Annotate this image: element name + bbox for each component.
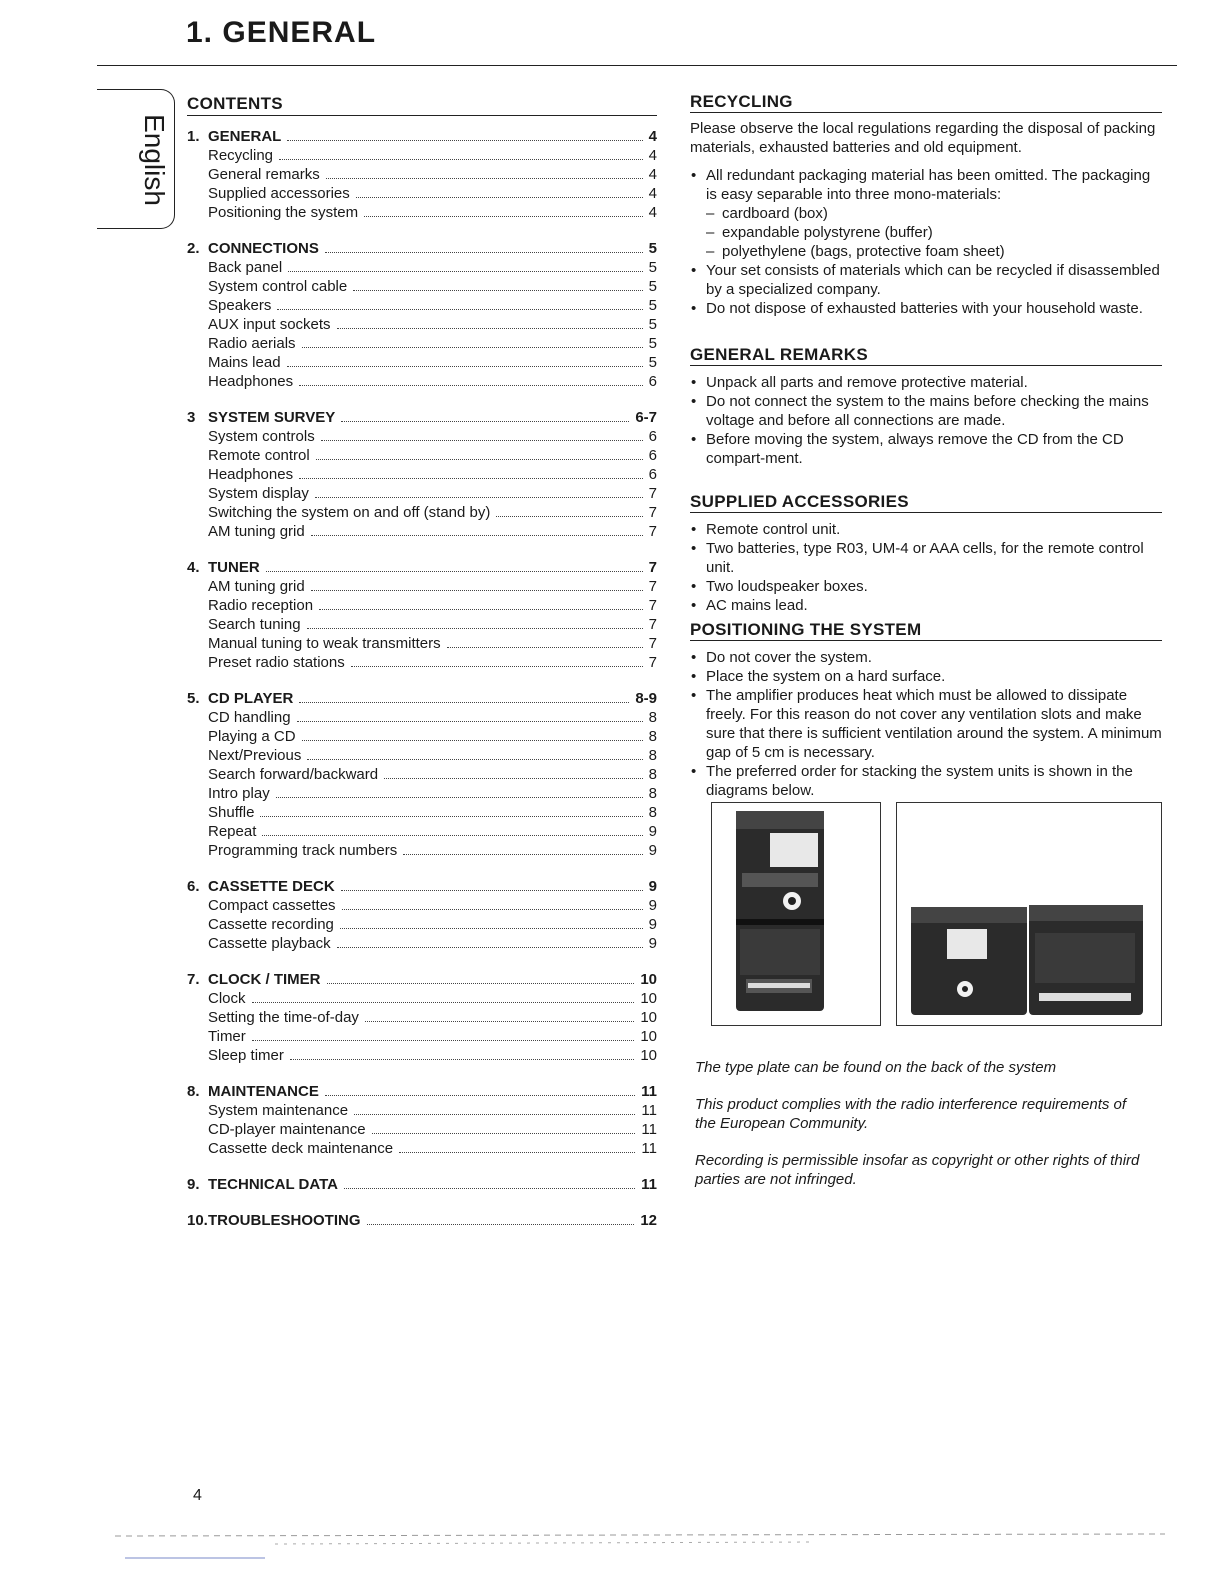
recycling-heading: RECYCLING bbox=[690, 92, 793, 111]
list-item: • Do not cover the system. bbox=[690, 648, 1162, 667]
toc-leader-dots bbox=[353, 290, 642, 291]
toc-entry-title: AM tuning grid bbox=[208, 523, 305, 540]
note-type-plate: The type plate can be found on the back of the system bbox=[695, 1059, 1057, 1076]
toc-leader-dots bbox=[337, 947, 643, 948]
toc-chapter-row bbox=[187, 1082, 657, 1101]
toc-entry-page: 9 bbox=[648, 935, 657, 952]
toc-entry-title: Recycling bbox=[208, 147, 274, 164]
toc-chapter-title: TROUBLESHOOTING bbox=[208, 1212, 361, 1229]
toc-leader-dots bbox=[316, 459, 643, 460]
list-item: • Do not connect the system to the mains before checking the mains voltage and before all connections are made. bbox=[690, 392, 1162, 430]
toc-section bbox=[187, 1082, 657, 1158]
positioning-rule bbox=[690, 640, 1162, 641]
toc-leader-dots bbox=[277, 309, 642, 310]
toc-leader-dots bbox=[367, 1224, 635, 1225]
toc-chapter-row bbox=[187, 689, 657, 708]
toc-entry-page: 8 bbox=[648, 766, 657, 783]
toc-section bbox=[187, 970, 657, 1065]
toc-entry-title: Cassette playback bbox=[208, 935, 331, 952]
scan-artifact bbox=[115, 1530, 1165, 1570]
toc-entry-row bbox=[187, 1101, 657, 1120]
toc-entry-page: 8 bbox=[648, 747, 657, 764]
material-item: – cardboard (box) bbox=[706, 204, 1162, 223]
toc-entry-row bbox=[187, 727, 657, 746]
list-item: • AC mains lead. bbox=[690, 596, 1162, 615]
toc-entry-row bbox=[187, 746, 657, 765]
toc-entry-title: Switching the system on and off (stand by) bbox=[208, 504, 491, 521]
toc-chapter-row bbox=[187, 239, 657, 258]
toc-entry-row bbox=[187, 1120, 657, 1139]
toc-entry-title: AM tuning grid bbox=[208, 578, 305, 595]
toc-entry-row bbox=[187, 615, 657, 634]
toc-entry-page: 9 bbox=[648, 823, 657, 840]
toc-entry-row bbox=[187, 596, 657, 615]
toc-leader-dots bbox=[340, 928, 643, 929]
toc-entry-page: 8 bbox=[648, 804, 657, 821]
note-recording: Recording is permissible insofar as copyright or other rights of third parties are not infringed. bbox=[695, 1152, 1140, 1188]
toc-leader-dots bbox=[307, 628, 643, 629]
toc-entry-page: 7 bbox=[648, 654, 657, 671]
list-item: • The preferred order for stacking the system units is shown in the diagrams below. bbox=[690, 762, 1162, 800]
toc-entry-page: 6 bbox=[648, 373, 657, 390]
toc-leader-dots bbox=[327, 983, 635, 984]
page-number: 4 bbox=[193, 1487, 202, 1504]
toc-entry-row bbox=[187, 427, 657, 446]
toc-leader-dots bbox=[287, 140, 642, 141]
recycling-bullet-packaging: All redundant packaging material has been omitted. The packaging is easy separable into three mono-materials: bbox=[706, 167, 1151, 203]
toc-leader-dots bbox=[262, 835, 642, 836]
supplied-accessories-rule bbox=[690, 512, 1162, 513]
toc-entry-page: 7 bbox=[648, 523, 657, 540]
toc-chapter-number: 4. bbox=[187, 559, 200, 576]
toc-entry-title: System controls bbox=[208, 428, 315, 445]
toc-chapter-page: 8-9 bbox=[635, 690, 657, 707]
toc-entry-title: Sleep timer bbox=[208, 1047, 284, 1064]
toc-entry-row bbox=[187, 822, 657, 841]
toc-chapter-page: 11 bbox=[641, 1176, 657, 1193]
toc-entry-title: System maintenance bbox=[208, 1102, 349, 1119]
toc-chapter-title: TUNER bbox=[208, 559, 260, 576]
toc-leader-dots bbox=[325, 252, 643, 253]
toc-leader-dots bbox=[447, 647, 643, 648]
toc-chapter-row bbox=[187, 558, 657, 577]
toc-leader-dots bbox=[344, 1188, 635, 1189]
toc-section bbox=[187, 239, 657, 391]
toc-chapter-page: 12 bbox=[640, 1212, 657, 1229]
toc-chapter-page: 10 bbox=[640, 971, 657, 988]
toc-entry-title: Clock bbox=[208, 990, 246, 1007]
toc-leader-dots bbox=[365, 1021, 634, 1022]
toc-entry-title: Programming track numbers bbox=[208, 842, 398, 859]
toc-entry-page: 8 bbox=[648, 785, 657, 802]
list-item: • Remote control unit. bbox=[690, 520, 1162, 539]
toc-entry-page: 11 bbox=[641, 1102, 657, 1119]
positioning-list bbox=[690, 648, 1162, 800]
toc-entry-title: Manual tuning to weak transmitters bbox=[208, 635, 441, 652]
toc-section bbox=[187, 1211, 657, 1230]
toc-entry-title: Positioning the system bbox=[208, 204, 359, 221]
list-item: • Place the system on a hard surface. bbox=[690, 667, 1162, 686]
toc-entry-title: Preset radio stations bbox=[208, 654, 345, 671]
list-item: • Unpack all parts and remove protective material. bbox=[690, 373, 1162, 392]
toc-chapter-title: MAINTENANCE bbox=[208, 1083, 319, 1100]
toc-leader-dots bbox=[315, 497, 643, 498]
contents-rule bbox=[187, 115, 657, 116]
toc-chapter-row bbox=[187, 970, 657, 989]
toc-chapter-page: 6-7 bbox=[635, 409, 657, 426]
toc-entry-title: Cassette recording bbox=[208, 916, 334, 933]
toc-entry-row bbox=[187, 296, 657, 315]
toc-leader-dots bbox=[252, 1002, 635, 1003]
toc-entry-page: 6 bbox=[648, 428, 657, 445]
toc-leader-dots bbox=[364, 216, 643, 217]
toc-leader-dots bbox=[299, 702, 629, 703]
toc-leader-dots bbox=[276, 797, 643, 798]
toc-entry-page: 7 bbox=[648, 616, 657, 633]
toc-entry-row bbox=[187, 803, 657, 822]
toc-entry-page: 10 bbox=[640, 1028, 657, 1045]
toc-leader-dots bbox=[319, 609, 643, 610]
toc-chapter-number: 8. bbox=[187, 1083, 200, 1100]
toc-entry-title: Supplied accessories bbox=[208, 185, 350, 202]
toc-chapter-number: 1. bbox=[187, 128, 200, 145]
toc-entry-page: 7 bbox=[648, 485, 657, 502]
positioning-heading: POSITIONING THE SYSTEM bbox=[690, 620, 922, 639]
toc-entry-row bbox=[187, 484, 657, 503]
toc-chapter-title: CASSETTE DECK bbox=[208, 878, 335, 895]
toc-leader-dots bbox=[403, 854, 642, 855]
general-remarks-list bbox=[690, 373, 1162, 468]
toc-entry-title: Search forward/backward bbox=[208, 766, 379, 783]
material-item: – expandable polystyrene (buffer) bbox=[706, 223, 1162, 242]
toc-entry-title: System control cable bbox=[208, 278, 348, 295]
toc-entry-row bbox=[187, 522, 657, 541]
toc-leader-dots bbox=[354, 1114, 635, 1115]
toc-entry-title: CD handling bbox=[208, 709, 291, 726]
toc-entry-row bbox=[187, 1027, 657, 1046]
toc-chapter-title: CD PLAYER bbox=[208, 690, 294, 707]
table-of-contents bbox=[187, 127, 657, 1247]
toc-entry-page: 7 bbox=[648, 597, 657, 614]
language-tab-label: English bbox=[139, 114, 170, 206]
toc-chapter-title: TECHNICAL DATA bbox=[208, 1176, 338, 1193]
toc-section bbox=[187, 558, 657, 672]
toc-entry-title: Mains lead bbox=[208, 354, 281, 371]
general-remarks-rule bbox=[690, 365, 1162, 366]
recycling-bullet-batteries: • Do not dispose of exhausted batteries with your household waste. bbox=[690, 299, 1162, 318]
toc-chapter-title: CONNECTIONS bbox=[208, 240, 319, 257]
recycling-rule bbox=[690, 112, 1162, 113]
toc-entry-title: Repeat bbox=[208, 823, 257, 840]
toc-section bbox=[187, 127, 657, 222]
toc-entry-row bbox=[187, 258, 657, 277]
toc-entry-page: 5 bbox=[648, 259, 657, 276]
toc-entry-page: 7 bbox=[648, 504, 657, 521]
note-interference: This product complies with the radio interference requirements of the European Community. bbox=[695, 1096, 1127, 1132]
toc-leader-dots bbox=[266, 571, 643, 572]
toc-entry-page: 7 bbox=[648, 635, 657, 652]
toc-entry-row bbox=[187, 503, 657, 522]
contents-heading: CONTENTS bbox=[187, 94, 283, 113]
toc-entry-page: 5 bbox=[648, 278, 657, 295]
toc-leader-dots bbox=[341, 421, 629, 422]
toc-leader-dots bbox=[297, 721, 643, 722]
toc-entry-page: 6 bbox=[648, 466, 657, 483]
toc-entry-title: Search tuning bbox=[208, 616, 301, 633]
toc-chapter-number: 5. bbox=[187, 690, 200, 707]
toc-entry-row bbox=[187, 1046, 657, 1065]
toc-chapter-page: 9 bbox=[648, 878, 657, 895]
toc-chapter-number: 7. bbox=[187, 971, 200, 988]
list-item: • Two loudspeaker boxes. bbox=[690, 577, 1162, 596]
recycling-intro: Please observe the local regulations regarding the disposal of packing materials, exhausted batteries and old equipment. bbox=[690, 120, 1156, 156]
toc-chapter-row bbox=[187, 877, 657, 896]
toc-section bbox=[187, 408, 657, 541]
toc-chapter-title: GENERAL bbox=[208, 128, 282, 145]
header-rule bbox=[97, 65, 1177, 66]
toc-leader-dots bbox=[260, 816, 642, 817]
toc-entry-title: Headphones bbox=[208, 466, 294, 483]
toc-entry-title: Intro play bbox=[208, 785, 270, 802]
toc-leader-dots bbox=[288, 271, 642, 272]
toc-entry-title: System display bbox=[208, 485, 309, 502]
toc-leader-dots bbox=[356, 197, 643, 198]
supplied-accessories-heading: SUPPLIED ACCESSORIES bbox=[690, 492, 909, 511]
toc-entry-page: 8 bbox=[648, 728, 657, 745]
toc-leader-dots bbox=[326, 178, 643, 179]
toc-entry-row bbox=[187, 841, 657, 860]
toc-entry-title: AUX input sockets bbox=[208, 316, 331, 333]
toc-entry-row bbox=[187, 1008, 657, 1027]
toc-entry-page: 9 bbox=[648, 842, 657, 859]
toc-entry-page: 9 bbox=[648, 916, 657, 933]
toc-entry-page: 7 bbox=[648, 578, 657, 595]
toc-leader-dots bbox=[311, 590, 643, 591]
supplied-accessories-list bbox=[690, 520, 1162, 615]
toc-entry-title: Playing a CD bbox=[208, 728, 296, 745]
toc-entry-page: 10 bbox=[640, 990, 657, 1007]
toc-entry-row bbox=[187, 465, 657, 484]
toc-entry-title: Speakers bbox=[208, 297, 272, 314]
toc-entry-title: Radio aerials bbox=[208, 335, 296, 352]
toc-leader-dots bbox=[325, 1095, 635, 1096]
list-item: • The amplifier produces heat which must be allowed to dissipate freely. For this reason do not cover any ventilation slots and make sure that there is sufficient ventilation around the system. A minimum gap of 5 cm is necessary. bbox=[690, 686, 1162, 762]
list-item: • Two batteries, type R03, UM-4 or AAA cells, for the remote control unit. bbox=[690, 539, 1162, 577]
toc-entry-row bbox=[187, 184, 657, 203]
side-by-side-system-image bbox=[897, 803, 1161, 1025]
toc-entry-row bbox=[187, 708, 657, 727]
toc-chapter-number: 10. bbox=[187, 1212, 208, 1229]
toc-section bbox=[187, 1175, 657, 1194]
toc-entry-row bbox=[187, 353, 657, 372]
toc-entry-row bbox=[187, 765, 657, 784]
toc-chapter-page: 5 bbox=[648, 240, 657, 257]
toc-entry-title: Cassette deck maintenance bbox=[208, 1140, 394, 1157]
stacked-system-image bbox=[712, 803, 880, 1025]
toc-entry-page: 5 bbox=[648, 354, 657, 371]
toc-entry-page: 5 bbox=[648, 297, 657, 314]
toc-entry-page: 4 bbox=[648, 204, 657, 221]
toc-entry-title: Setting the time-of-day bbox=[208, 1009, 359, 1026]
toc-entry-page: 8 bbox=[648, 709, 657, 726]
toc-entry-row bbox=[187, 989, 657, 1008]
toc-chapter-row bbox=[187, 127, 657, 146]
toc-entry-title: Headphones bbox=[208, 373, 294, 390]
toc-entry-row bbox=[187, 915, 657, 934]
toc-entry-page: 4 bbox=[648, 166, 657, 183]
toc-chapter-page: 4 bbox=[648, 128, 657, 145]
toc-chapter-title: CLOCK / TIMER bbox=[208, 971, 321, 988]
toc-chapter-number: 3 bbox=[187, 409, 196, 426]
toc-entry-page: 4 bbox=[648, 147, 657, 164]
toc-leader-dots bbox=[399, 1152, 635, 1153]
recycling-bullet-recyclable: • Your set consists of materials which can be recycled if disassembled by a specialized company. bbox=[690, 261, 1162, 299]
toc-leader-dots bbox=[302, 740, 643, 741]
toc-entry-row bbox=[187, 653, 657, 672]
toc-leader-dots bbox=[290, 1059, 634, 1060]
toc-chapter-row bbox=[187, 1211, 657, 1230]
toc-chapter-page: 11 bbox=[641, 1083, 657, 1100]
toc-entry-page: 10 bbox=[640, 1009, 657, 1026]
toc-entry-row bbox=[187, 277, 657, 296]
toc-entry-title: General remarks bbox=[208, 166, 320, 183]
toc-entry-title: CD-player maintenance bbox=[208, 1121, 366, 1138]
toc-entry-row bbox=[187, 934, 657, 953]
toc-entry-page: 11 bbox=[641, 1140, 657, 1157]
toc-entry-title: Shuffle bbox=[208, 804, 255, 821]
toc-entry-row bbox=[187, 1139, 657, 1158]
side-by-side-system-photo bbox=[896, 802, 1162, 1026]
toc-entry-title: Next/Previous bbox=[208, 747, 302, 764]
toc-entry-page: 11 bbox=[641, 1121, 657, 1138]
toc-leader-dots bbox=[337, 328, 643, 329]
toc-leader-dots bbox=[287, 366, 643, 367]
toc-leader-dots bbox=[384, 778, 643, 779]
toc-entry-page: 4 bbox=[648, 185, 657, 202]
toc-leader-dots bbox=[351, 666, 643, 667]
toc-leader-dots bbox=[307, 759, 642, 760]
toc-chapter-number: 6. bbox=[187, 878, 200, 895]
toc-leader-dots bbox=[342, 909, 643, 910]
page-title: 1. GENERAL bbox=[186, 16, 377, 49]
toc-entry-row bbox=[187, 634, 657, 653]
toc-leader-dots bbox=[252, 1040, 635, 1041]
toc-entry-row bbox=[187, 372, 657, 391]
toc-entry-page: 6 bbox=[648, 447, 657, 464]
toc-leader-dots bbox=[341, 890, 643, 891]
toc-entry-title: Remote control bbox=[208, 447, 310, 464]
toc-leader-dots bbox=[321, 440, 643, 441]
recycling-section bbox=[690, 119, 1162, 318]
toc-entry-row bbox=[187, 203, 657, 222]
toc-entry-row bbox=[187, 784, 657, 803]
toc-entry-row bbox=[187, 446, 657, 465]
toc-leader-dots bbox=[299, 385, 643, 386]
toc-chapter-title: SYSTEM SURVEY bbox=[208, 409, 336, 426]
toc-entry-page: 10 bbox=[640, 1047, 657, 1064]
toc-leader-dots bbox=[299, 478, 643, 479]
toc-chapter-number: 9. bbox=[187, 1176, 200, 1193]
toc-entry-row bbox=[187, 146, 657, 165]
general-remarks-heading: GENERAL REMARKS bbox=[690, 345, 868, 364]
list-item bbox=[690, 166, 1162, 261]
toc-entry-row bbox=[187, 315, 657, 334]
toc-entry-title: Back panel bbox=[208, 259, 283, 276]
toc-chapter-number: 2. bbox=[187, 240, 200, 257]
toc-section bbox=[187, 877, 657, 953]
toc-entry-row bbox=[187, 577, 657, 596]
toc-leader-dots bbox=[311, 535, 643, 536]
list-item: • Before moving the system, always remove the CD from the CD compart-ment. bbox=[690, 430, 1162, 468]
toc-chapter-row bbox=[187, 408, 657, 427]
toc-entry-row bbox=[187, 334, 657, 353]
toc-entry-row bbox=[187, 165, 657, 184]
toc-entry-page: 5 bbox=[648, 335, 657, 352]
toc-leader-dots bbox=[302, 347, 643, 348]
toc-entry-title: Timer bbox=[208, 1028, 246, 1045]
toc-entry-title: Radio reception bbox=[208, 597, 314, 614]
toc-leader-dots bbox=[496, 516, 642, 517]
stacked-system-photo bbox=[711, 802, 881, 1026]
toc-section bbox=[187, 689, 657, 860]
toc-leader-dots bbox=[372, 1133, 636, 1134]
toc-entry-page: 5 bbox=[648, 316, 657, 333]
toc-leader-dots bbox=[279, 159, 643, 160]
toc-entry-row bbox=[187, 896, 657, 915]
toc-entry-title: Compact cassettes bbox=[208, 897, 336, 914]
toc-entry-page: 9 bbox=[648, 897, 657, 914]
toc-chapter-page: 7 bbox=[648, 559, 657, 576]
toc-chapter-row bbox=[187, 1175, 657, 1194]
material-item: – polyethylene (bags, protective foam sheet) bbox=[706, 242, 1162, 261]
